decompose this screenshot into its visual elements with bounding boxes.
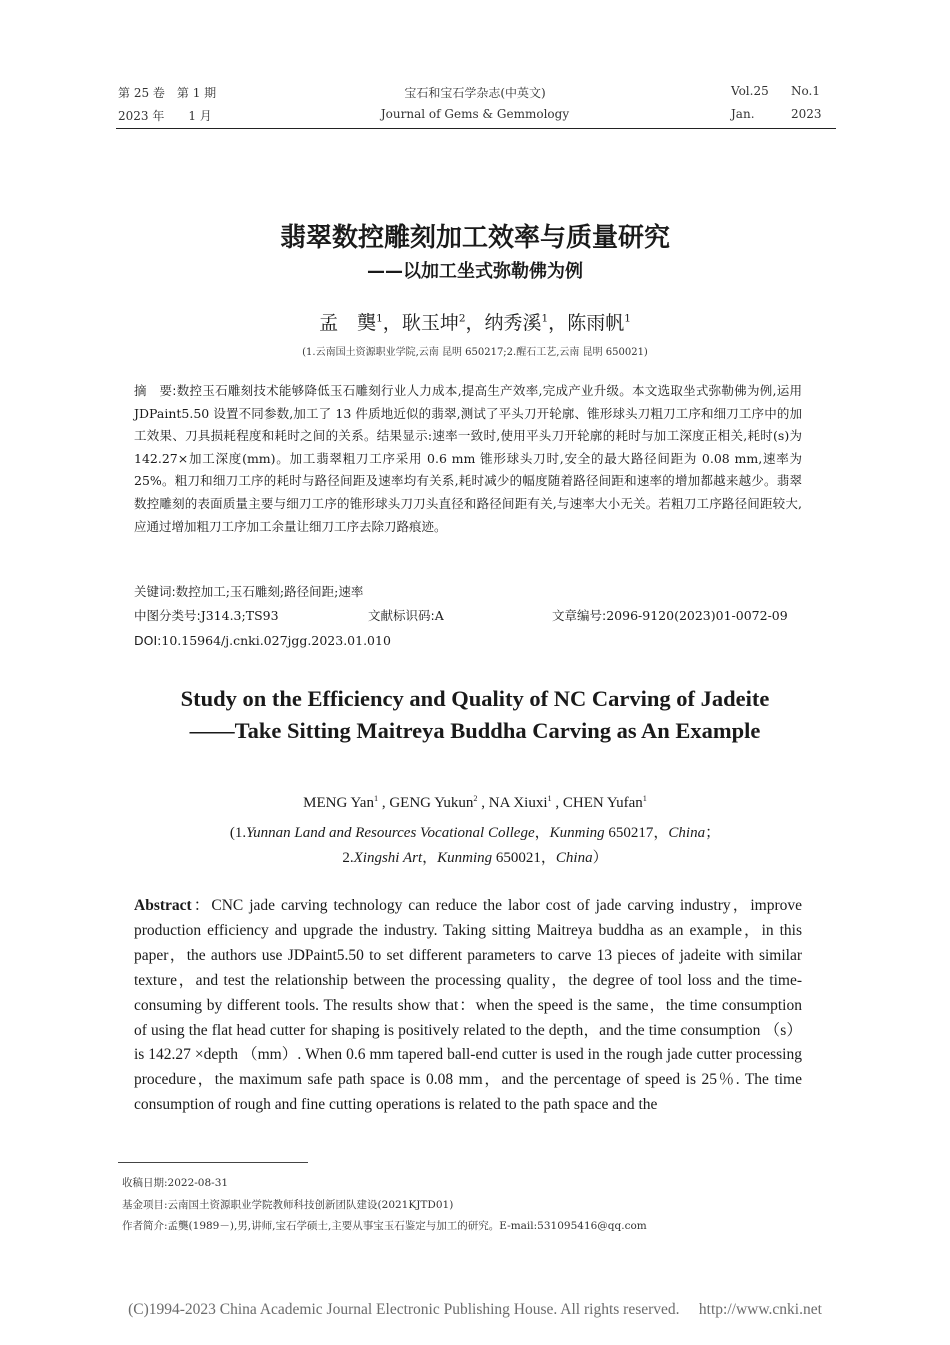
clc-label: 中图分类号:	[134, 608, 201, 623]
author-separator: ，	[548, 312, 568, 334]
footnote-rule	[118, 1162, 308, 1163]
header-rule	[116, 128, 836, 129]
author-zh-1: 孟 龑	[319, 312, 377, 334]
clc-number	[134, 605, 279, 627]
aff-city-1: Kunming	[549, 825, 605, 841]
author-zh-4-aff: 1	[624, 312, 631, 325]
affiliation-en-line2	[0, 846, 950, 867]
abstract-zh	[134, 380, 802, 538]
copyright-notice: (C)1994-2023 China Academic Journal Electronic Publishing House. All rights reserved. http://www.cnki.net	[128, 1301, 822, 1318]
aff-comma: ，	[540, 850, 556, 866]
author-separator: ,	[477, 795, 489, 811]
aff-number-2: 2.	[342, 850, 354, 866]
affiliation-zh: (1.云南国土资源职业学院,云南 昆明 650217;2.醒石工艺,云南 昆明 650021)	[302, 347, 648, 358]
title-zh-main: 翡翠数控雕刻加工效率与质量研究	[279, 223, 670, 253]
footnote-fund: 基金项目:云南国土资源职业学院教师科技创新团队建设(2021KJTD01)	[122, 1199, 454, 1211]
aff-institution-1: Yunnan Land and Resources Vocational College	[246, 825, 535, 841]
article-number-label: 文章编号:	[552, 608, 607, 623]
author-separator: ，	[465, 312, 485, 334]
abstract-zh-text: 数控玉石雕刻技术能够降低玉石雕刻行业人力成本,提高生产效率,完成产业升级。本文选取坐式弥勒佛为例,运用 JDPaint5.50 设置不同参数,加工了 13 件质地近似的翡翠,测试了平头刀开轮廓、锥形球头刀粗刀工序和细刀工序中的加工效果、刀具损耗程度和耗时之间的关系。结果显示:速率一致时,使用平头刀开轮廓的耗时与加工深度正相关,耗时(s)为 142.27×加工深度(mm)。加工翡翠粗刀工序采用 0.6 mm 锥形球头刀时,安全的最大路径间距为 0.08 mm,速率为 25%。粗刀和细刀工序的耗时与路径间距及速率均有关系,耗时减少的幅度随着路径间距和速率的增加都越来越少。翡翠数控雕刻的表面质量主要与细刀工序的锥形球头刀刀头直径和路径间距有关,与速率大小无关。若粗刀工序路径间距较大,应通过增加粗刀工序加工余量让细刀工序去除刀路痕迹。	[134, 383, 802, 534]
abstract-en-label: Abstract	[134, 897, 192, 914]
keywords-zh-label: 关键词:	[134, 584, 176, 599]
aff-comma: ，	[422, 850, 438, 866]
aff-institution-2: Xingshi Art	[353, 850, 423, 866]
author-zh-1-aff: 1	[376, 312, 383, 325]
abstract-zh-label: 摘 要:	[134, 383, 177, 398]
author-zh-2-aff: 2	[458, 312, 466, 325]
header-vol-en: Vol.25	[731, 84, 769, 98]
affiliation-en-line1	[0, 821, 950, 842]
aff-open: (1.	[229, 825, 247, 841]
keywords-zh-text: 数控加工;玉石雕刻;路径间距;速率	[175, 584, 364, 599]
author-en-1: MENG Yan	[303, 795, 374, 811]
author-en-2-aff: 2	[473, 794, 478, 803]
aff-postcode-1: 650217	[608, 825, 654, 841]
aff-country-2: China	[555, 850, 593, 866]
title-zh-sub: ——以加工坐式弥勒佛为例	[367, 261, 583, 282]
footnote-received: 收稿日期:2022-08-31	[122, 1177, 229, 1189]
keywords-zh	[134, 581, 802, 603]
header-journal-zh: 宝石和宝石学杂志(中英文)	[404, 86, 546, 100]
aff-end-2: ）	[592, 850, 608, 866]
doi-label: DOI:	[134, 633, 162, 648]
author-separator: ,	[378, 795, 390, 811]
author-en-3-aff: 1	[547, 794, 552, 803]
aff-country-1: China	[668, 825, 706, 841]
abstract-en-text: CNC jade carving technology can reduce the labor cost of jade carving industry，improve production efficiency and upgrade the industry. Taking sitting Maitreya buddha as an example，in this paper，the authors use JDPaint5.50 to set different parameters to carve 13 pieces of jadeite with similar texture，and test the relationship between the processing quality，the degree of tool loss and the time-consuming by different tools. The results show that：when the speed is the same，the time consumption of using the flat head cutter for shaping is positively related to the depth，and the time consumption （s） is 142.27 ×depth （mm）. When 0.6 mm tapered ball-end cutter is used in the rough jade cutter processing procedure，the maximum safe path space is 0.08 mm，and the percentage of speed is 25％. The time consumption of rough and fine cutting operations is related to the path space and the	[134, 897, 802, 1114]
article-number-value: 2096-9120(2023)01-0072-09	[606, 608, 788, 623]
author-en-3: NA Xiuxi	[488, 795, 548, 811]
abstract-en-colon: ：	[191, 897, 212, 914]
author-zh-2: 耿玉坤	[401, 312, 459, 334]
header-no-en: No.1	[791, 84, 820, 98]
document-code-label: 文献标识码:	[368, 608, 435, 623]
header-year-en: 2023	[791, 107, 822, 121]
author-zh-4: 陈雨帆	[567, 312, 625, 334]
author-en-4: CHEN Yufan	[562, 795, 643, 811]
aff-comma: ，	[534, 825, 550, 841]
title-en-sub: ——Take Sitting Maitreya Buddha Carving as An Example	[189, 718, 761, 743]
authors-zh	[0, 308, 950, 335]
authors-en	[0, 795, 950, 812]
header-date-zh: 2023 年 1 月	[118, 109, 212, 123]
aff-end-1: ；	[705, 825, 721, 841]
footnote-author-bio: 作者简介:孟龑(1989－),男,讲师,宝石学硕士,主要从事宝玉石鉴定与加工的研究。E-mail:531095416@qq.com	[122, 1220, 647, 1232]
author-separator: ，	[382, 312, 402, 334]
aff-comma: ，	[653, 825, 669, 841]
header-journal-en: Journal of Gems & Gemmology	[380, 107, 570, 121]
author-en-2: GENG Yukun	[389, 795, 474, 811]
doi-value: 10.15964/j.cnki.027jgg.2023.01.010	[161, 633, 391, 648]
author-zh-3: 纳秀溪	[484, 312, 542, 334]
header-month-en: Jan.	[731, 107, 755, 121]
aff-city-2: Kunming	[437, 850, 493, 866]
clc-value: J314.3;TS93	[200, 608, 279, 623]
aff-postcode-2: 650021	[495, 850, 541, 866]
abstract-en	[134, 894, 802, 1118]
article-number	[552, 605, 788, 627]
document-code-value: A	[434, 608, 444, 623]
author-zh-3-aff: 1	[541, 312, 549, 325]
author-en-4-aff: 1	[642, 794, 647, 803]
header-volume-issue: 第 25 卷 第 1 期	[118, 86, 217, 100]
author-en-1-aff: 1	[373, 794, 379, 803]
doi	[134, 630, 391, 652]
document-code	[368, 605, 444, 627]
title-en-main: Study on the Efficiency and Quality of NC Carving of Jadeite	[180, 686, 770, 711]
author-separator: ,	[551, 795, 563, 811]
